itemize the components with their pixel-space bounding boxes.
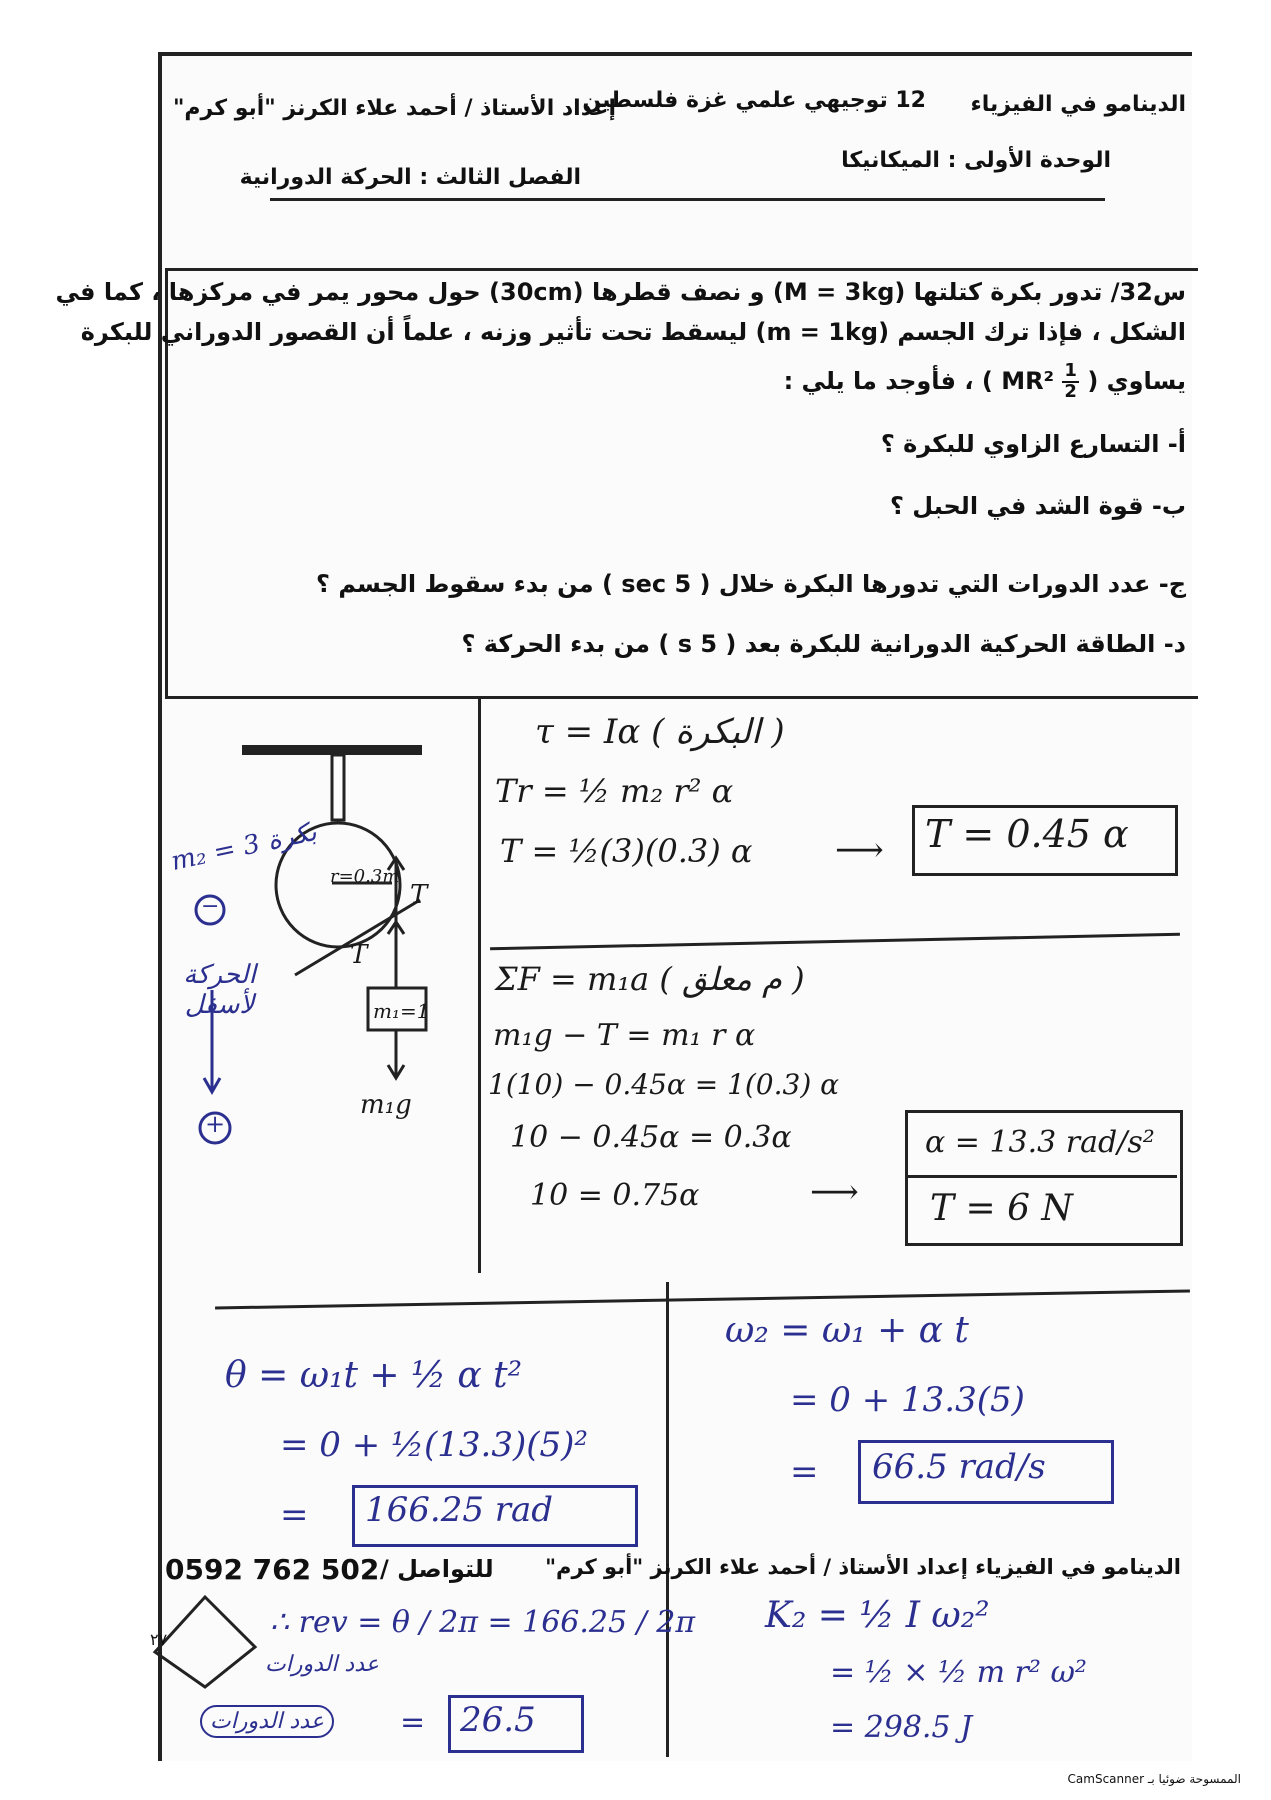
torque-eq-3: T = ½(3)(0.3) α <box>500 832 753 870</box>
question-part-b: ب- قوة الشد في الحبل ؟ <box>890 492 1186 520</box>
fraction-denominator: 2 <box>1064 380 1077 402</box>
header-grade: 12 توجيهي علمي غزة فلسطين <box>582 88 926 113</box>
question-line-3-prefix: يساوي ( <box>1087 366 1186 395</box>
page-number: ٢٧ <box>150 1630 168 1649</box>
footer-phone: 0592 762 502 <box>165 1553 380 1586</box>
omega-eq-1: ω₂ = ω₁ + α t <box>725 1310 969 1351</box>
plus-sign: + <box>205 1110 226 1138</box>
minus-sign: − <box>201 894 220 919</box>
weight-arrow <box>388 1030 404 1078</box>
omega-result: 66.5 rad/s <box>872 1447 1046 1487</box>
revolutions-label: عدد الدورات <box>265 1652 379 1677</box>
pulley-mass-label: m₂ = 3 بكرة <box>168 816 320 878</box>
question-line-2: الشكل ، فإذا ترك الجسم (m = 1kg) ليسقط تحت تأثير وزنه ، علماً أن القصور الدوراني للبكرة <box>80 318 1186 346</box>
force-eq-4: 10 − 0.45α = 0.3α <box>510 1120 792 1155</box>
inertia-fraction <box>1062 362 1079 402</box>
torque-eq-2: Tr = ½ m₂ r² α <box>495 772 734 810</box>
header-author: إعداد الأستاذ / أحمد علاء الكرنز "أبو كرم" <box>172 96 616 121</box>
revolutions-result: 26.5 <box>460 1700 536 1740</box>
question-part-d: د- الطاقة الحركية الدورانية للبكرة بعد ( 5 s ) من بدء الحركة ؟ <box>461 630 1186 658</box>
tension-label-top: T <box>410 880 428 910</box>
theta-eq-1: θ = ω₁t + ½ α t² <box>225 1355 523 1396</box>
header-brand: الدينامو في الفيزياء <box>970 92 1186 117</box>
force-eq-1: ΣF = m₁a ( م معلق ) <box>495 960 805 998</box>
tension-arrow-bottom <box>388 922 404 960</box>
arrow-to-force-result: ⟶ <box>810 1172 859 1212</box>
question-part-a: أ- التسارع الزاوي للبكرة ؟ <box>880 430 1186 458</box>
scanner-watermark: الممسوحة ضوئيا بـ CamScanner <box>1067 1772 1241 1786</box>
block-label: m₁=1 <box>373 999 430 1023</box>
theta-eq-3: = <box>280 1495 309 1535</box>
alpha-result: α = 13.3 rad/s² <box>925 1125 1155 1160</box>
header-unit: الوحدة الأولى : الميكانيكا <box>841 148 1111 173</box>
torque-eq-1: τ = Iα ( البكرة ) <box>535 712 785 752</box>
question-line-3 <box>784 362 1186 402</box>
revolutions-equals: = <box>400 1705 426 1740</box>
question-line-3-suffix: ) ، فأوجد ما يلي : <box>783 366 993 395</box>
kinetic-energy-partial: = 298.5 J <box>830 1710 973 1745</box>
pulley-diagram <box>160 720 480 1170</box>
tension-result: T = 6 N <box>930 1188 1073 1229</box>
force-eq-3: 1(10) − 0.45α = 1(0.3) α <box>488 1068 840 1101</box>
header-chapter: الفصل الثالث : الحركة الدورانية <box>239 165 581 190</box>
theta-eq-2: = 0 + ½(13.3)(5)² <box>280 1425 589 1465</box>
arrow-to-torque-result: ⟶ <box>835 830 884 870</box>
kinetic-energy-eq: K₂ = ½ I ω₂² <box>765 1595 990 1636</box>
fraction-numerator: 1 <box>1064 360 1077 381</box>
radius-label: r=0.3m <box>330 866 400 887</box>
divider-vertical-bottom <box>666 1282 669 1757</box>
motion-label: الحركة لأسفل <box>183 960 256 1020</box>
force-result-divider <box>905 1175 1177 1178</box>
footer-author: الدينامو في الفيزياء إعداد الأستاذ / أحمد علاء الكرنز "أبو كرم" <box>545 1555 1181 1579</box>
theta-result: 166.25 rad <box>365 1490 554 1530</box>
footer-contact: للتواصل / <box>380 1555 494 1583</box>
question-part-c: ج- عدد الدورات التي تدورها البكرة خلال ( 5 sec ) من بدء سقوط الجسم ؟ <box>316 570 1186 598</box>
tension-label-bottom: T <box>350 940 368 970</box>
omega-eq-2: = 0 + 13.3(5) <box>790 1380 1025 1420</box>
question-line-1: س32/ تدور بكرة كتلتها (M = 3kg) و نصف قطرها (30cm) حول محور يمر في مركزها ، كما في <box>55 278 1186 306</box>
kinetic-energy-eq-2: = ½ × ½ m r² ω² <box>830 1655 1087 1690</box>
omega-eq-3: = <box>790 1452 819 1492</box>
force-eq-2: m₁g − T = m₁ r α <box>493 1018 756 1053</box>
support-rod <box>332 755 344 820</box>
header-underline <box>270 198 1105 201</box>
revolutions-label-2: عدد الدورات <box>200 1705 334 1738</box>
torque-result: T = 0.45 α <box>925 812 1129 856</box>
revolutions-eq: ∴ rev = θ / 2π = 166.25 / 2π <box>270 1605 696 1640</box>
force-eq-5: 10 = 0.75α <box>530 1178 700 1213</box>
inertia-mr2: MR² <box>1001 366 1055 395</box>
weight-label: m₁g <box>360 1090 412 1120</box>
